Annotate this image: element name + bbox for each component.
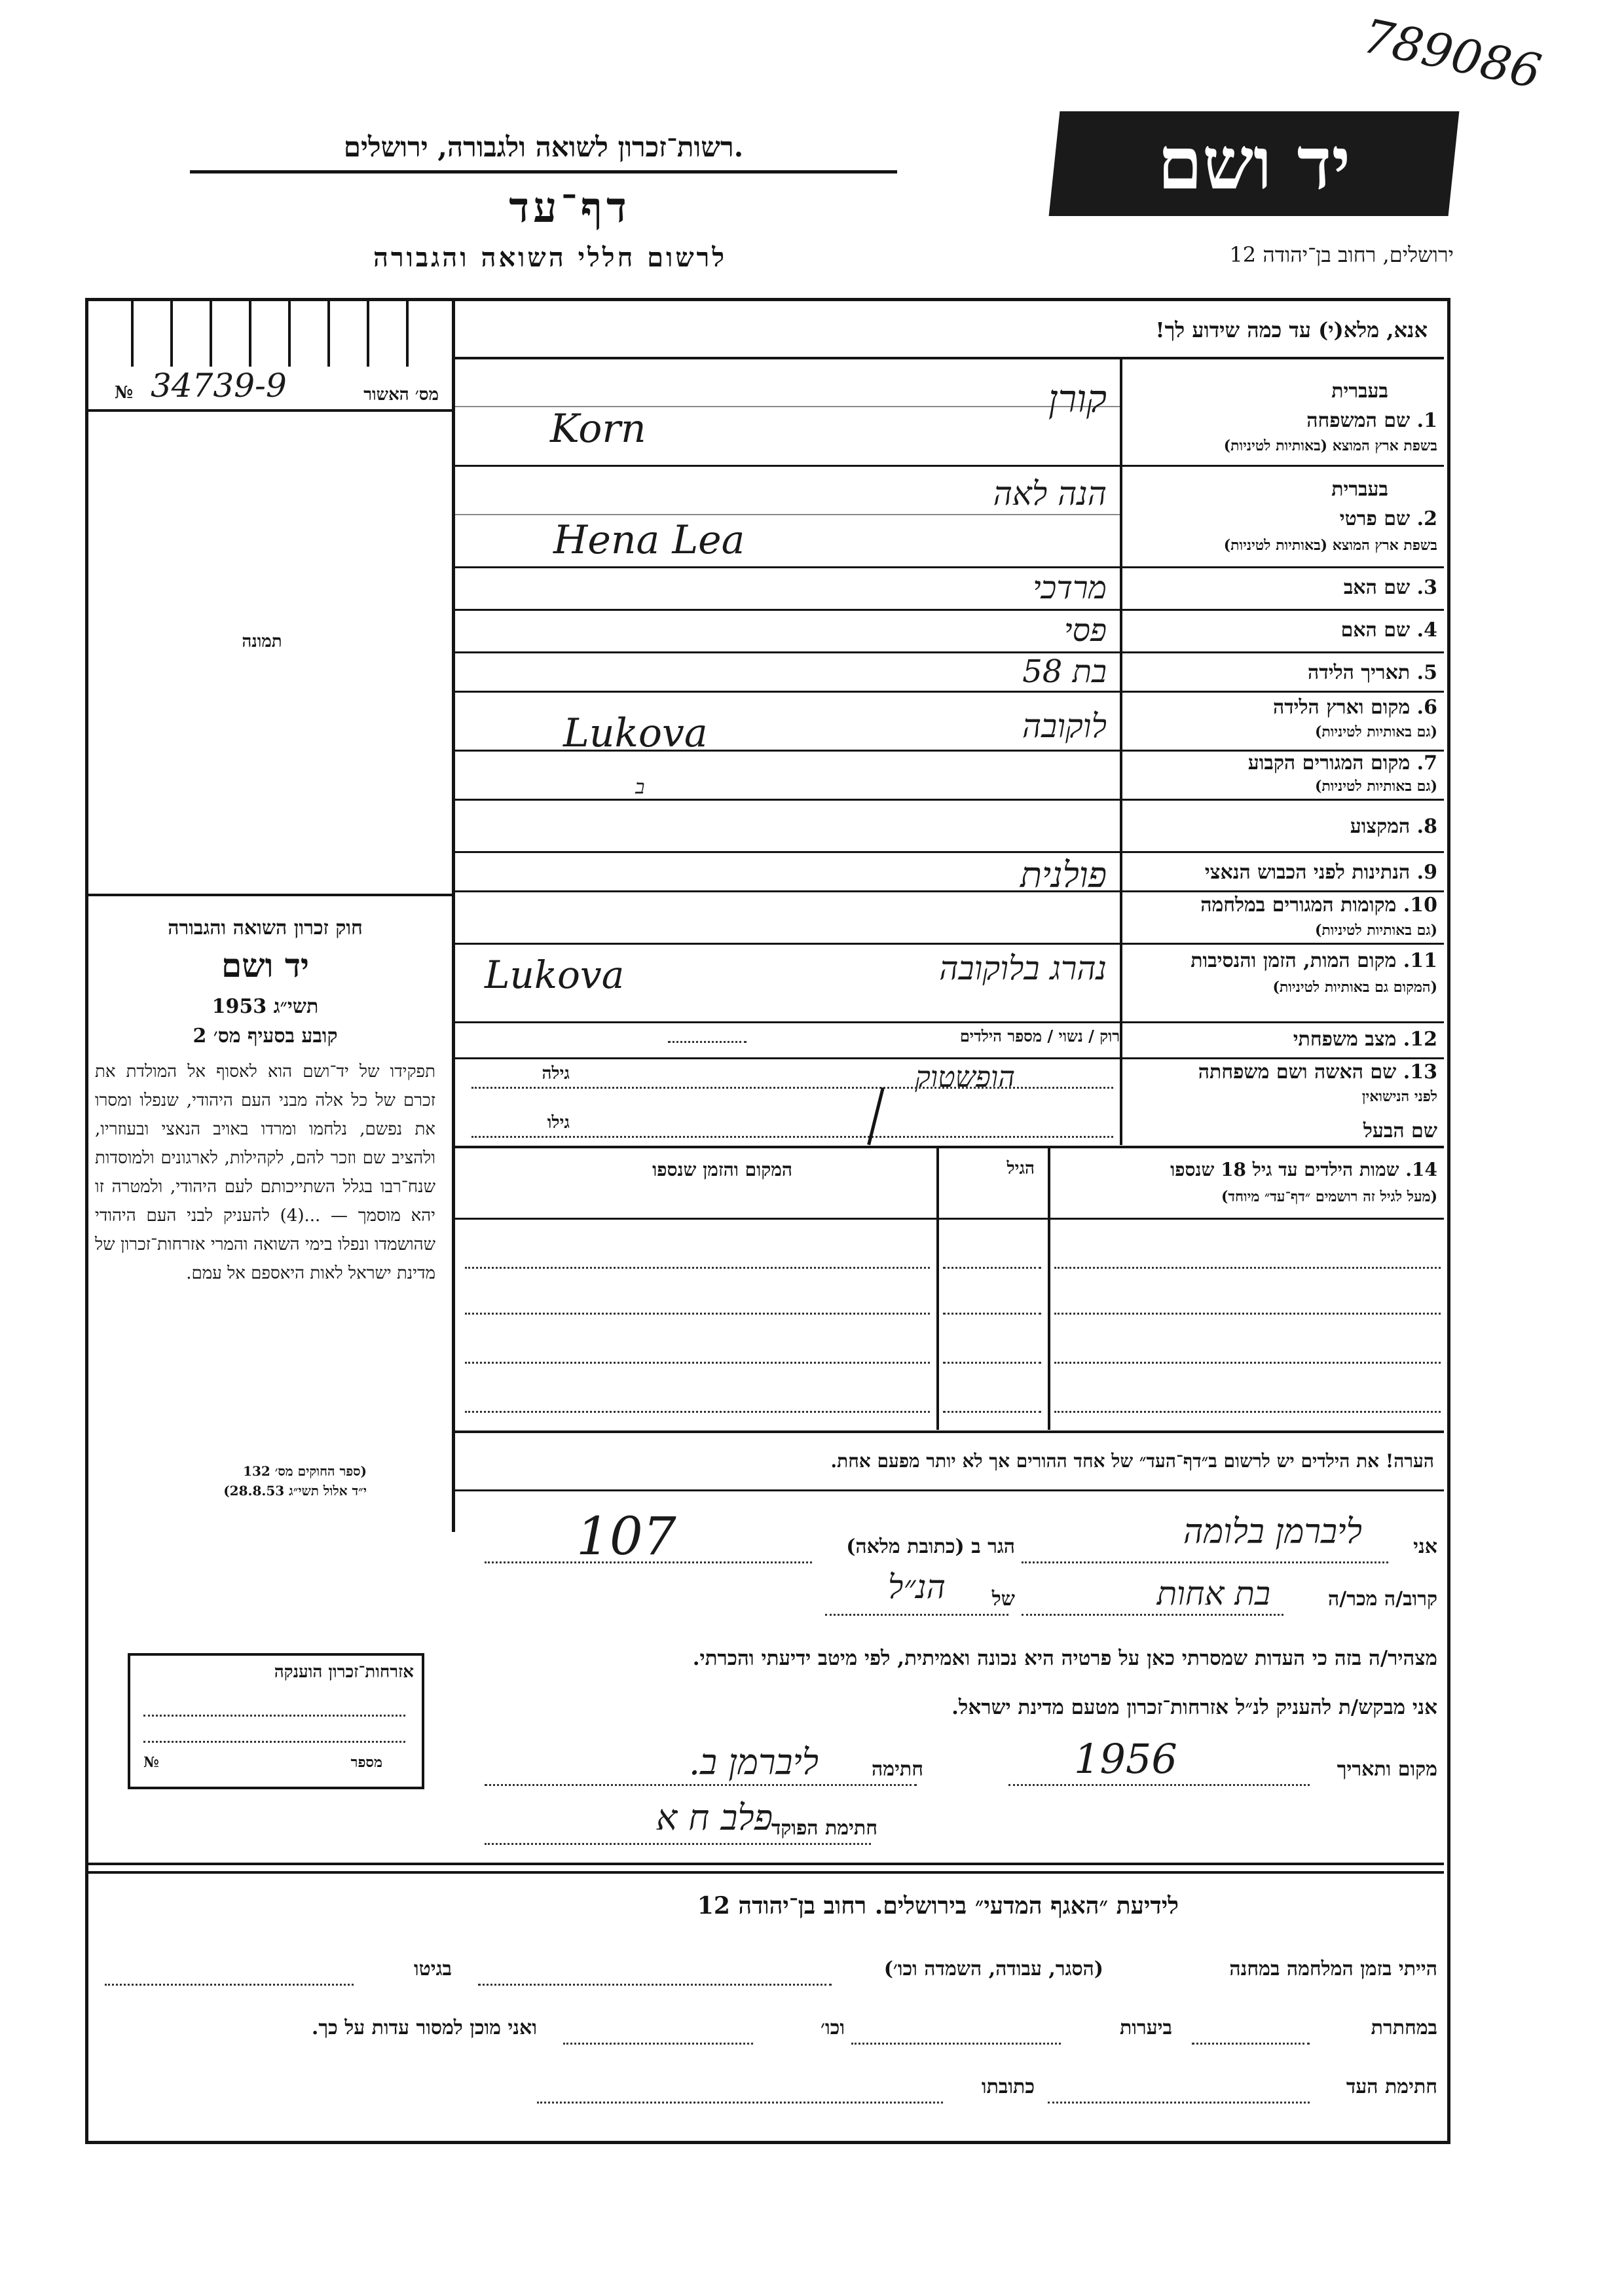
value-death-place-lat[interactable]: Lukova <box>485 953 625 997</box>
clerk-value[interactable]: פלב ח א <box>655 1797 773 1838</box>
law-text: תפקידו של יד־ושם הוא לאסוף אל המולדת את זכרם של כל אלה מבני העם היהודי, שנפלו ומסרו את נפשם, נלחמו ומרדו באויב הנאצי ובעוזריו, ולהציב שם וזכר להם, לקהילות, לארגונים ולמוסדות שנח־רבו בגלל השתייכותם לעם היהודי, ולמטרה זו יהא מוסמך — ...(4) להעניק לבני העם היהודי שהושמדו ונפלו בימי השואה והמרי אזרחות־זכרון של מדינת ישראל לאות היאספם אל עמם. <box>95 1062 435 1283</box>
citizenship-box <box>128 1653 424 1789</box>
hebrew-label-2: בעברית <box>1331 478 1388 501</box>
archive-number: 789086 <box>1358 8 1546 100</box>
declarant-address[interactable]: 107 <box>576 1506 676 1567</box>
signature-value[interactable]: ליברמן ב. <box>688 1741 819 1783</box>
wife-age-label: גילה <box>542 1064 570 1084</box>
approval-number[interactable]: 34739-9 <box>151 367 287 405</box>
field-birthplace-label: 6. מקום וארץ הלידה <box>1272 696 1437 719</box>
value-firstname-he[interactable]: הנה לאה <box>993 475 1107 513</box>
law-ref-1: (ספר החוקים מס׳ 132 <box>243 1463 367 1479</box>
law-section: קובע בסעיף מס׳ 2 <box>193 1025 338 1048</box>
declaration-text: מצהיר/ה בזה כי העדות שמסרתי כאן על פרטיה היא נכונה ואמיתית, לפי מיטב ידיעתי והכרתי. <box>692 1647 1437 1670</box>
footer-witness-signature-label: חתימת העד <box>1346 2075 1437 2098</box>
field-profession-label: 8. המקצוע <box>1350 815 1437 838</box>
field-surname-label: 1. שם המשפחה <box>1306 409 1437 432</box>
instruction: אנא, מלא(י) עד כמה שידוע לך! <box>1155 318 1428 342</box>
field-death-label: 11. מקום המות, הזמן והנסיבות <box>1190 949 1437 972</box>
clerk-label: חתימת הפוקד <box>771 1817 877 1840</box>
footer-ghetto-label: בגיטו <box>413 1958 452 1980</box>
relative-label: קרוב/ה מכר/ה <box>1328 1588 1437 1611</box>
children-note: הערה! את הילדים יש לרשום ב״דף־העד״ של אחד ההורים אך לא יותר מפעם אחת. <box>830 1450 1434 1472</box>
value-surname-lat[interactable]: Korn <box>550 406 646 452</box>
law-year: תשי״ג 1953 <box>212 995 319 1018</box>
photo-label: תמונה <box>242 632 282 651</box>
footer-camp-label: הייתי בזמן המלחמה במחנה <box>1229 1958 1437 1980</box>
field-wartime-label: 10. מקומות המגורים במלחמה <box>1200 894 1437 917</box>
field-wartime-sub: (גם באותיות לטיניות) <box>1314 922 1437 939</box>
declarant-residing-label: הגר ב (כתובת מלאה) <box>846 1535 1015 1558</box>
value-wife-name[interactable]: הופשטוק <box>915 1061 1015 1094</box>
husband-age-label: גילו <box>547 1113 570 1133</box>
request-text: אני מבקש/ת להעניק לנ״ל אזרחות־זכרון מטעם מדינת ישראל. <box>951 1696 1437 1719</box>
value-citizenship[interactable]: פולנית <box>1020 854 1107 896</box>
form-subtitle: לרשום חללי השואה והגבורה <box>373 242 728 273</box>
field-firstname-sub: בשפת ארץ המוצא (באותיות לטיניות) <box>1223 537 1437 554</box>
value-residence-mark[interactable]: ב <box>635 776 645 799</box>
relation-value[interactable]: בת אחות <box>1156 1575 1270 1613</box>
field-mother-label: 4. שם האם <box>1340 619 1437 642</box>
field-wife-sub: לפני הנישואין <box>1361 1088 1437 1105</box>
footer-testimony-label: ואני מוכן למסור עדות על כך. <box>311 2016 537 2039</box>
children-header-age: הגיל <box>1006 1159 1035 1178</box>
yad-vashem-logo <box>1049 111 1460 216</box>
hebrew-label-1: בעברית <box>1331 380 1388 403</box>
field-husband-label: שם הבעל <box>1363 1120 1437 1142</box>
form-title: דף־עד <box>509 183 631 232</box>
children-header-names: 14. שמות הילדים עד גיל 18 שנספו <box>1170 1159 1437 1180</box>
field-death-sub: (המקום גם באותיות לטיניות) <box>1272 979 1437 996</box>
value-birth[interactable]: בת 58 <box>1022 653 1107 690</box>
law-name: יד ושם <box>221 946 309 985</box>
citizenship-box-title: אזרחות־זכרון הוענקה <box>274 1662 414 1682</box>
declarant-name[interactable]: ליברמן בלומה <box>1183 1512 1362 1552</box>
of-label: של <box>991 1588 1015 1611</box>
law-ref-2: י״ד אלול תשי״ג 28.8.53) <box>223 1483 367 1499</box>
value-birthplace-he[interactable]: לוקובה <box>1022 707 1107 745</box>
value-mother[interactable]: פסי <box>1063 612 1107 649</box>
footer-forests-label: ביערות <box>1119 2016 1172 2039</box>
logo-text: יד ושם <box>1157 121 1351 206</box>
footer-witness-address-label: כתובתו <box>981 2075 1035 2098</box>
field-citizenship-label: 9. הנתינות לפני הכבוש הנאצי <box>1204 861 1437 884</box>
value-firstname-lat[interactable]: Hena Lea <box>553 517 745 563</box>
field-firstname-label: 2. שם פרטי <box>1339 507 1437 530</box>
authority-title: .רשות־זכרון לשואה ולגבורה, ירושלים <box>343 131 744 163</box>
law-title: חוק זכרון השואה והגבורה <box>168 917 363 939</box>
marital-options: רוק / נשוי / מספר הילדים <box>959 1027 1120 1046</box>
citizenship-box-number: מספר <box>350 1754 382 1771</box>
footer-camp-types: (הסגר, עבודה, השמדה וכו׳) <box>883 1958 1103 1980</box>
field-father-label: 3. שם האב <box>1343 576 1437 599</box>
declarant-i-label: אני <box>1413 1535 1437 1558</box>
value-surname-he[interactable]: קורן <box>1048 376 1107 421</box>
field-birthplace-sub: (גם באותיות לטיניות) <box>1314 723 1437 740</box>
approval-no-sign: № <box>115 383 134 403</box>
footer-underground-label: במחתרת <box>1371 2016 1437 2039</box>
value-birthplace-lat[interactable]: Lukova <box>563 710 708 756</box>
field-residence-sub: (גם באותיות לטיניות) <box>1314 778 1437 795</box>
children-header-place: המקום והזמן שנספו <box>652 1159 792 1180</box>
children-header-names-sub: (מעל לגיל זה רושמים ״דף־עד״ מיוחד) <box>1221 1188 1437 1205</box>
footer-notice: לידיעת ״האגף המדעי״ בירושלים. רחוב בן־יהודה 12 <box>697 1892 1179 1920</box>
of-value[interactable]: הנ״ל <box>888 1568 946 1606</box>
signature-label: חתימה <box>872 1758 923 1781</box>
place-date-value[interactable]: 1956 <box>1074 1735 1177 1783</box>
address: ירושלים, רחוב בן־יהודה 12 <box>1229 242 1454 267</box>
place-date-label: מקום ותאריך <box>1337 1758 1437 1781</box>
footer-etc-label: וכו׳ <box>821 2016 845 2039</box>
field-marital-label: 12. מצב משפחתי <box>1293 1028 1437 1051</box>
field-birthdate-label: 5. תאריך הלידה <box>1308 661 1437 684</box>
field-residence-label: 7. מקום המגורים הקבוע <box>1247 752 1437 774</box>
citizenship-box-no: № <box>143 1754 159 1771</box>
value-death-place-he[interactable]: נהרג בלוקובה <box>939 949 1107 987</box>
approval-label: מס׳ האשור <box>363 385 439 405</box>
field-wife-label: 13. שם האשה ושם משפחתה <box>1198 1061 1437 1084</box>
value-father[interactable]: מרדכי <box>1033 570 1107 606</box>
field-surname-sub: בשפת ארץ המוצא (באותיות לטיניות) <box>1223 437 1437 454</box>
